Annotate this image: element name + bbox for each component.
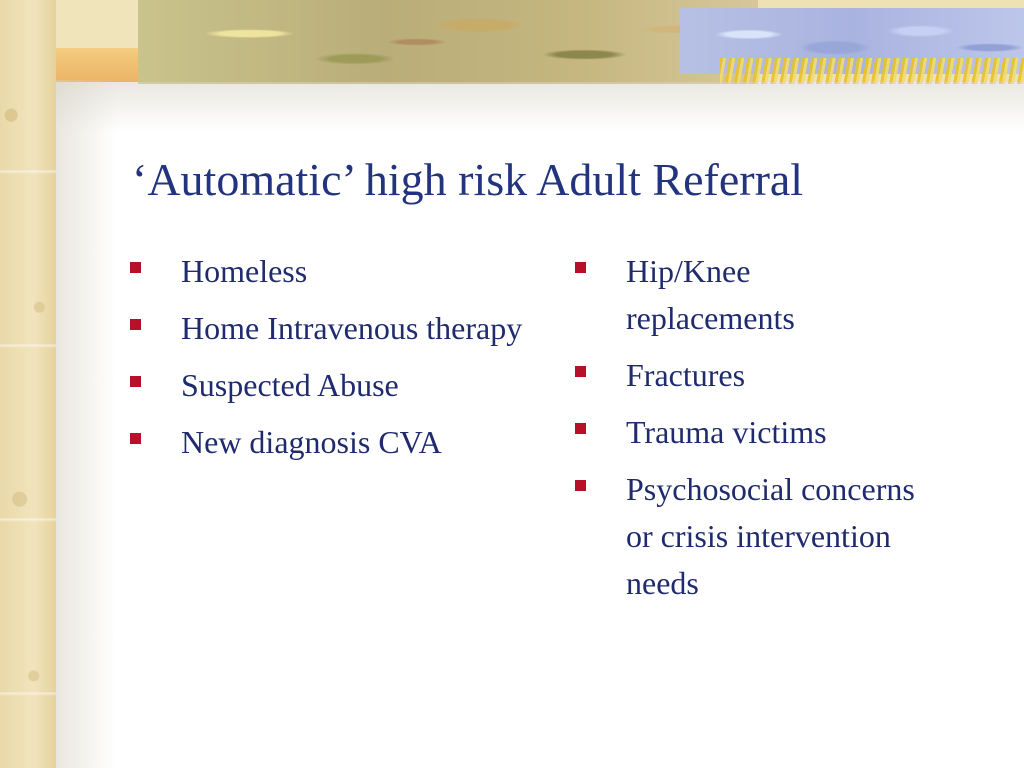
left-shadow <box>56 80 116 768</box>
decorative-top-banner <box>0 0 1024 82</box>
square-bullet-icon <box>575 423 586 434</box>
list-item <box>575 248 975 342</box>
bullet-list-left <box>130 248 530 476</box>
square-bullet-icon <box>575 262 586 273</box>
list-item-text: Fractures <box>626 357 746 393</box>
list-item <box>130 248 530 295</box>
square-bullet-icon <box>575 480 586 491</box>
list-item <box>130 362 530 409</box>
list-item-text: Psychosocial concerns or crisis intervention needs <box>626 471 915 601</box>
list-item-text: New diagnosis CVA <box>181 424 442 460</box>
banner-foliage-image <box>138 0 758 84</box>
list-item-text: Suspected Abuse <box>181 367 399 403</box>
square-bullet-icon <box>130 376 141 387</box>
slide-title: ‘Automatic’ high risk Adult Referral <box>132 154 804 205</box>
decorative-left-strip <box>0 0 56 768</box>
list-item-text: Trauma victims <box>626 414 827 450</box>
list-item <box>575 409 975 456</box>
list-item-text: Home Intravenous therapy <box>181 310 523 346</box>
top-shadow <box>56 82 1024 132</box>
square-bullet-icon <box>130 433 141 444</box>
list-item-text: Hip/Knee replacements <box>626 253 795 336</box>
list-item <box>575 352 975 399</box>
list-item <box>130 419 530 466</box>
square-bullet-icon <box>130 319 141 330</box>
square-bullet-icon <box>130 262 141 273</box>
banner-grass-image <box>720 58 1024 84</box>
bullet-list-right <box>575 248 975 617</box>
list-item-text: Homeless <box>181 253 308 289</box>
square-bullet-icon <box>575 366 586 377</box>
list-item <box>130 305 530 352</box>
list-item <box>575 466 975 607</box>
